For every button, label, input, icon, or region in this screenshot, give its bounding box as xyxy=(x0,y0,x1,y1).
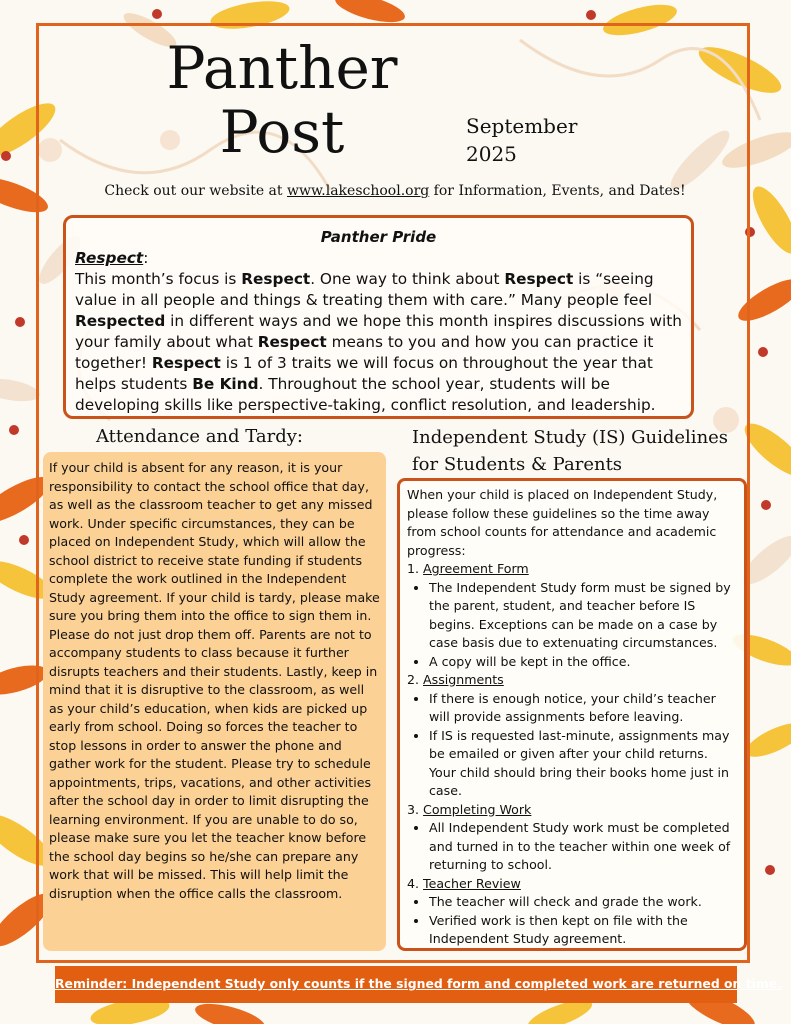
attendance-box xyxy=(43,452,386,951)
issue-month: September xyxy=(466,114,578,138)
website-suffix: for Information, Events, and Dates! xyxy=(429,183,686,199)
list-item: • The teacher will check and grade the work. xyxy=(429,893,737,912)
pride-text: is 1 of 3 traits we will focus on throughout the year that helps students xyxy=(75,354,653,393)
independent-study-intro: When your child is placed on Independent Study, please follow these guidelines so the time away from school counts for attendance and academic progress: xyxy=(407,487,718,558)
pride-keyword: Respected xyxy=(75,312,166,330)
pride-text: . Throughout the school year, students will be developing skills like perspective-taking, conflict resolution, and leadership. xyxy=(75,375,656,414)
panther-pride-paragraph xyxy=(75,269,682,416)
section-number: 1. xyxy=(407,561,424,576)
section-title-teacher-review: Teacher Review xyxy=(423,875,521,891)
pride-keyword: Respect xyxy=(257,333,327,351)
section-bullets xyxy=(407,690,737,801)
issue-year: 2025 xyxy=(466,142,517,166)
respect-label: Respect xyxy=(75,249,144,267)
pride-text: . One way to think about xyxy=(310,270,505,288)
section-title-agreement-form: Agreement Form xyxy=(423,561,529,576)
independent-study-heading: Independent Study (IS) Guidelines for Students & Parents xyxy=(412,427,729,475)
pride-keyword: Respect xyxy=(151,354,221,372)
website-prefix: Check out our website at xyxy=(104,183,287,199)
pride-text: is “seeing value in all people and things & treating them with care.” Many people feel xyxy=(75,270,654,309)
title-line-panther: Panther xyxy=(166,34,398,102)
section-number: 4. xyxy=(407,875,424,891)
section-number: 3. xyxy=(407,801,424,817)
title-line-post: Post xyxy=(219,98,345,166)
respect-label-line: Respect: xyxy=(75,249,149,267)
guideline-section xyxy=(407,671,737,801)
guideline-section xyxy=(407,560,737,671)
section-bullets xyxy=(407,819,737,875)
list-item: • A copy will be kept in the office. xyxy=(429,653,737,672)
panther-pride-heading: Panther Pride xyxy=(320,228,437,246)
panther-pride-box xyxy=(63,215,694,419)
pride-text: in different ways and we hope this month inspires discussions with your family about what xyxy=(75,312,682,351)
website-link[interactable]: www.lakeschool.org xyxy=(286,183,430,199)
list-item: • Verified work is then kept on file with the Independent Study agreement. xyxy=(429,912,737,949)
pride-text: This month’s focus is xyxy=(75,270,242,288)
pride-keyword: Respect xyxy=(504,270,574,288)
reminder-banner xyxy=(55,966,782,1003)
website-notice xyxy=(60,183,730,199)
guideline-list xyxy=(407,560,737,949)
pride-text: means to you and how you can practice it together! xyxy=(75,333,654,372)
section-title-completing-work: Completing Work xyxy=(423,801,532,817)
list-item: • If IS is requested last-minute, assignments may be emailed or given after your child returns. Your child should bring their books home just in case. xyxy=(429,727,737,801)
independent-study-box xyxy=(397,478,747,951)
newsletter-title xyxy=(152,36,412,164)
guideline-section xyxy=(407,875,737,949)
section-title-assignments: Assignments xyxy=(423,672,504,687)
issue-date xyxy=(466,112,577,168)
section-bullets xyxy=(407,579,737,672)
attendance-body: If your child is absent for any reason, it is your responsibility to contact the school office that day, as well as the classroom teacher to get any missed work. Under specific circumstances, they can be placed on Independent Study, which will allow the school district to receive state funding if students complete the work outlined in the Independent Study agreement. If your child is tardy, please make sure you bring them into the office to sign them in. Please do not just drop them off. Parents are not to accompany students to class because it further disrupts teachers and their students. Lastly, keep in mind that it is disruptive to the classroom, as well as your child’s education, when kids are picked up early from school. Doing so forces the teacher to stop lessons in order to answer the phone and gather work for the student. Please try to schedule appointments, trips, vacations, and other activities after the school day in order to limit disrupting the learning environment. If you are unable to do so, please make sure you let the teacher know before the school day begins so he/she can prepare any work that will be missed. This will help limit the disruption when the office calls the classroom. xyxy=(49,460,380,901)
pride-keyword: Be Kind xyxy=(192,375,259,393)
pride-keyword: Respect xyxy=(241,270,311,288)
list-item: • If there is enough notice, your child’s teacher will provide assignments before leaving. xyxy=(429,690,737,727)
section-bullets xyxy=(407,893,737,949)
attendance-heading: Attendance and Tardy: xyxy=(96,426,303,447)
list-item: • All Independent Study work must be completed and turned in to the teacher within one week of returning to school. xyxy=(429,819,737,875)
reminder-text: Reminder: Independent Study only counts if the signed form and completed work are returned on time. xyxy=(55,976,782,991)
list-item: • The Independent Study form must be signed by the parent, student, and teacher before IS begins. Exceptions can be made on a case by case basis due to extenuating circumstances. xyxy=(429,579,737,653)
guideline-section xyxy=(407,801,737,875)
section-number: 2. xyxy=(407,672,424,687)
